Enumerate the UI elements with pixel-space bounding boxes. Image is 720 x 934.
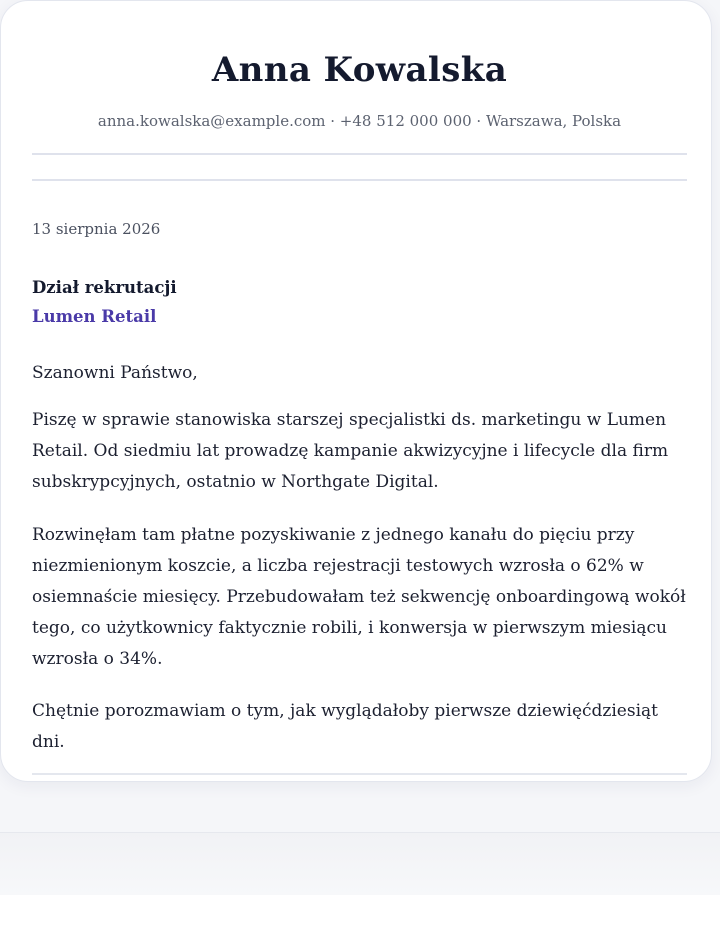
contact-line: anna.kowalska@example.com · +48 512 000 000 · Warszawa, Polska — [97, 112, 622, 130]
header-divider — [32, 153, 687, 155]
recipient-block — [32, 275, 687, 333]
salutation: Szanowni Państwo, — [32, 363, 198, 383]
footer-divider — [32, 773, 687, 775]
header-divider-secondary — [32, 179, 687, 181]
body-paragraph-2: Rozwinęłam tam płatne pozyskiwanie z jednego kanału do pięciu przy niezmienionym koszcie, a liczba rejestracji testowych wzrosła o 62% w osiemnaście miesięcy. Przebudowałam też sekwencję onboardingową wokół tego, co użytkownicy faktycznie robili, i konwersja w pierwszym miesiącu wzrosła o 34%. — [32, 525, 686, 669]
applicant-name: Anna Kowalska — [211, 50, 508, 90]
recipient-department: Dział rekrutacji — [32, 278, 177, 297]
recipient-company: Lumen Retail — [32, 307, 157, 326]
body-paragraph-3: Chętnie porozmawiam o tym, jak wyglądałoby pierwsze dziewięćdziesiąt dni. — [32, 701, 658, 752]
lower-band — [0, 833, 720, 895]
letter-date: 13 sierpnia 2026 — [32, 220, 161, 238]
body-paragraph-1: Piszę w sprawie stanowiska starszej specjalistki ds. marketingu w Lumen Retail. Od siedmiu lat prowadzę kampanie akwizycyjne i lifecycle dla firm subskrypcyjnych, ostatnio w Northgate Digital. — [32, 410, 669, 492]
